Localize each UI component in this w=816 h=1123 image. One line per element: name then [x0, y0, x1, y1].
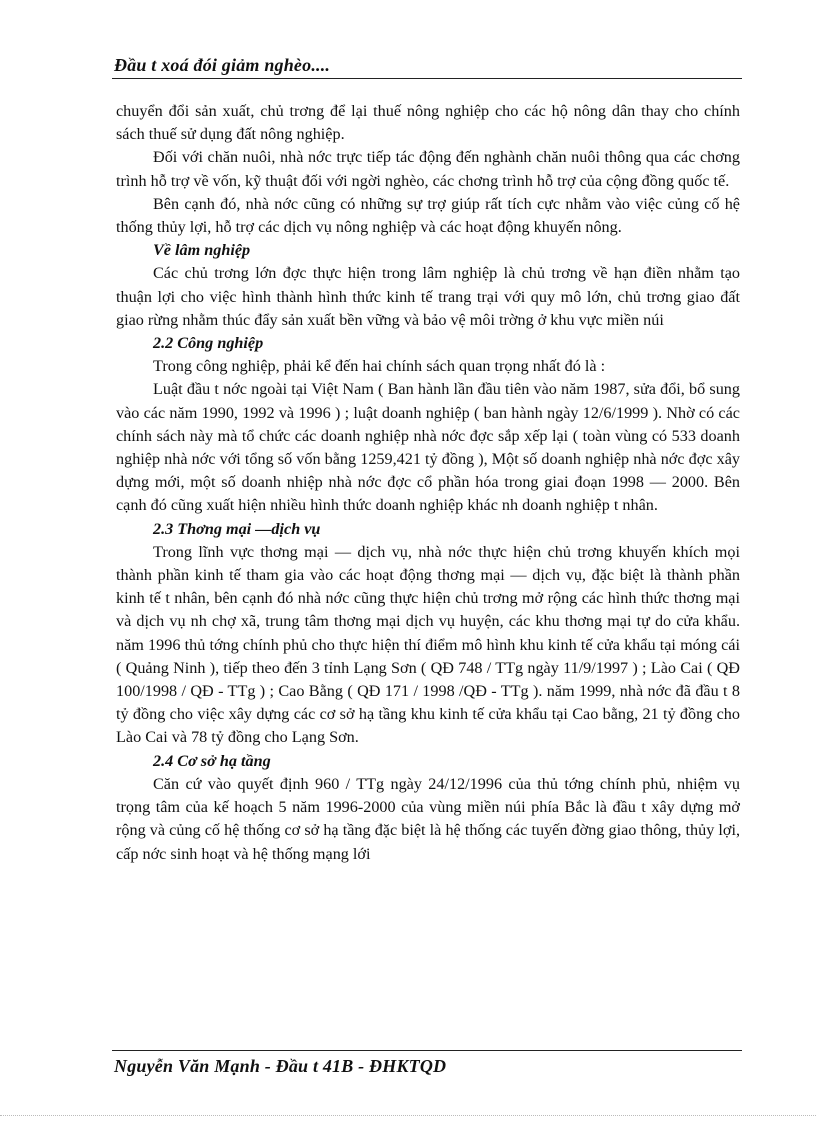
- paragraph: Trong công nghiệp, phải kể đến hai chính sách quan trọng nhất đó là :: [153, 357, 606, 376]
- paragraph: Bên cạnh đó, nhà nớc cũng có những sự trợ giúp rất tích cực nhằm vào việc củng cố hệ thống thủy lợi, hỗ trợ các dịch vụ nông nghiệp và các hoạt động khuyến nông.: [116, 194, 740, 237]
- paragraph: Các chủ trơng lớn đợc thực hiện trong lâm nghiệp là chủ trơng về hạn điền nhằm tạo thuận lợi cho việc hình thành hình thức kinh tế trang trại với quy mô lớn, chủ trơng giao đất giao rừng nhằm thúc đẩy sản xuất bền vững và bảo vệ môi trờng ở khu vực miền núi: [116, 264, 740, 329]
- paragraph: Trong lĩnh vực thơng mại — dịch vụ, nhà nớc thực hiện chủ trơng khuyến khích mọi thành phần kinh tế tham gia vào các hoạt động thơng mại — dịch vụ, đặc biệt là thành phần kinh tế t nhân, bên cạnh đó nhà nớc cũng thực hiện chủ trơng mở rộng các hình thức thơng mại và dịch vụ nh chợ xã, trung tâm thơng mại dịch vụ huyện, các khu thơng mại tự do cửa khẩu. năm 1996 thủ tớng chính phủ cho thực hiện thí điểm mô hình khu kinh tế cửa khẩu tại móng cái ( Quảng Ninh ), tiếp theo đến 3 tỉnh Lạng Sơn ( QĐ 748 / TTg ngày 11/9/1997 ) ; Lào Cai ( QĐ 100/1998 / QĐ - TTg ) ; Cao Bằng ( QĐ 171 / 1998 /QĐ - TTg ). năm 1999, nhà nớc đã đầu t 8 tỷ đồng cho việc xây dựng các cơ sở hạ tầng khu kinh tế cửa khẩu tại Cao bằng, 21 tỷ đồng cho Lào Cai và 78 tỷ đồng cho Lạng Sơn.: [116, 542, 740, 747]
- header-title: Đầu t xoá đói giảm nghèo....: [114, 55, 331, 75]
- page-header: [112, 50, 742, 79]
- paragraph: Căn cứ vào quyết định 960 / TTg ngày 24/12/1996 của thủ tớng chính phủ, nhiệm vụ trọng tâm của kế hoạch 5 năm 1996-2000 của vùng miền núi phía Bắc là đầu t xây dựng mở rộng và củng cố hệ thống cơ sở hạ tầng đặc biệt là hệ thống các tuyến đờng giao thông, thủy lợi, cấp nớc sinh hoạt và hệ thống mạng lới: [116, 774, 740, 863]
- paragraph: chuyển đổi sản xuất, chủ trơng để lại thuế nông nghiệp cho các hộ nông dân thay cho chính sách thuế sử dụng đất nông nghiệp.: [116, 102, 740, 144]
- page-footer: [112, 1050, 742, 1076]
- section-heading: 2.4 Cơ sở hạ tầng: [153, 751, 271, 770]
- section-heading: 2.3 Thơng mại —dịch vụ: [153, 519, 321, 538]
- section-heading: 2.2 Công nghiệp: [153, 334, 264, 353]
- section-heading: Về lâm nghiệp: [153, 241, 251, 260]
- paragraph: Đối với chăn nuôi, nhà nớc trực tiếp tác động đến nghành chăn nuôi thông qua các chơng trình hỗ trợ về vốn, kỹ thuật đối với ngời nghèo, các chơng trình hỗ trợ của cộng đồng quốc tế.: [116, 148, 740, 190]
- footer-author: Nguyễn Văn Mạnh - Đầu t 41B - ĐHKTQD: [114, 1056, 447, 1076]
- page-edge-divider: [0, 1115, 816, 1116]
- paragraph: Luật đầu t nớc ngoài tại Việt Nam ( Ban hành lần đầu tiên vào năm 1987, sửa đổi, bổ sung vào các năm 1990, 1992 và 1996 ) ; luật doanh nghiệp ( ban hành ngày 12/6/1999 ). Nhờ có các chính sách này mà tổ chức các doanh nghiệp nhà nớc đợc sắp xếp lại ( toàn vùng có 533 doanh nghiệp nhà nớc với tổng số vốn bằng 1259,421 tỷ đồng ), Một số doanh nghiệp nhà nớc đợc xây dựng mới, một số doanh nhiệp nhà nớc đợc cổ phần hóa trong giai đoạn 1998 — 2000. Bên cạnh đó cũng xuất hiện nhiều hình thức doanh nghiệp khác nh doanh nghiệp t nhân.: [116, 380, 740, 515]
- document-body: [116, 100, 740, 866]
